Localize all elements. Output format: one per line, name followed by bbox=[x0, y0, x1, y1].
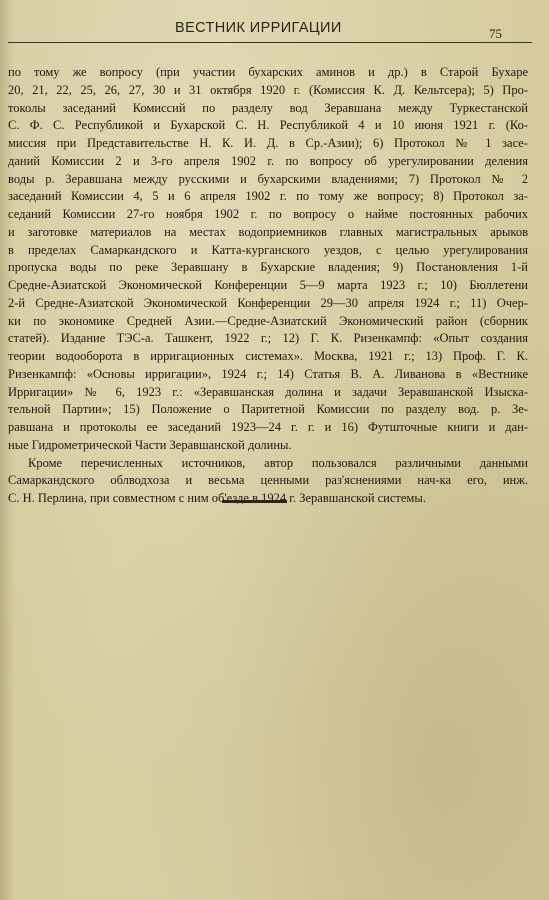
text-line: Самаркандского облводхоза и весьма ценными раз'яснениями нач-ка его, инж. bbox=[8, 473, 528, 488]
text-line: 20, 21, 22, 25, 26, 27, 30 и 31 октября 1920 г. (Комиссия К. Д. Кельтсера); 5) Про- bbox=[8, 82, 528, 97]
text-line: Ирригации» № 6, 1923 г.: «Зеравшанская долина и задачи Зеравшанской Изыска- bbox=[8, 384, 528, 399]
body-text bbox=[8, 64, 528, 508]
paragraph-sources-list bbox=[8, 64, 528, 455]
text-line: миссия при Представительстве Н. К. И. Д. в Ср.-Азии); 6) Протокол № 1 засе- bbox=[8, 136, 528, 150]
end-of-article-rule bbox=[222, 500, 287, 503]
text-line: статей). Издание ТЭС-а. Ташкент, 1922 г.; 12) Г. К. Ризенкампф: «Опыт создания bbox=[8, 331, 528, 346]
text-line: тельной Партии»; 15) Положение о Паритетной Комиссии по разделу вод. р. Зе- bbox=[8, 402, 528, 417]
text-line: заседаний Комиссии 4, 5 и 6 апреля 1902 г. по тому же вопросу; 8) Протокол за- bbox=[8, 189, 528, 204]
text-line: С. Ф. С. Республикой и Бухарской С. Н. Республикой 4 и 10 июня 1921 г. (Ко- bbox=[8, 118, 528, 133]
text-line: С. Н. Перлина, при совместном с ним об'езде в 1924 г. Зеравшанской системы. bbox=[8, 491, 426, 505]
text-line: Ризенкампф: «Основы ирригации», 1924 г.; 14) Статья В. А. Ливанова в «Вестнике bbox=[8, 366, 528, 381]
text-line: равшана и протоколы ее заседаний 1923—24 г. г. и 16) Футшточные книги и дан- bbox=[8, 420, 528, 434]
text-line: токолы заседаний Комиссий по разделу вод Зеравшана между Туркестанской bbox=[8, 100, 528, 115]
text-line: даний Комиссии 2 и 3-го апреля 1902 г. по вопросу об урегулировании деления bbox=[8, 153, 528, 168]
text-line: Кроме перечисленных источников, автор пользовался различными данными bbox=[28, 455, 528, 470]
header-rule bbox=[8, 42, 532, 43]
page-number: 75 bbox=[489, 26, 502, 41]
text-line: в пределах Самаркандского и Катта-курганского уездов, с целью урегулирования bbox=[8, 242, 528, 257]
text-line: и заготовке материалов на местах водоприемников главных магистральных арыков bbox=[8, 224, 528, 239]
text-line: седаний Комиссии 27-го ноября 1902 г. по вопросу о найме постоянных рабочих bbox=[8, 207, 528, 221]
text-line: теории водооборота в ирригационных системах». Москва, 1921 г.; 13) Проф. Г. К. bbox=[8, 349, 528, 363]
page-header bbox=[0, 16, 549, 41]
text-line: Средне-Азиатской Экономической Конференции 5—9 марта 1923 г.; 10) Бюллетени bbox=[8, 278, 528, 292]
text-line: ки по экономике Средней Азии.—Средне-Азиатский Экономический район (сборник bbox=[8, 313, 528, 328]
text-line: по тому же вопросу (при участии бухарских аминов и др.) в Старой Бухаре bbox=[8, 65, 528, 79]
text-line: пропуска воды по реке Зеравшану в Бухарские владения; 9) Постановления 1-й bbox=[8, 260, 528, 275]
text-line: 2-й Средне-Азиатской Экономической Конференции 29—30 апреля 1924 г.; 11) Очер- bbox=[8, 295, 528, 310]
text-line: воды р. Зеравшана между русскими и бухарскими владениями; 7) Протокол № 2 bbox=[8, 171, 528, 186]
text-line: ные Гидрометрической Части Зеравшанской долины. bbox=[8, 437, 292, 452]
running-title: ВЕСТНИК ИРРИГАЦИИ bbox=[175, 20, 342, 36]
